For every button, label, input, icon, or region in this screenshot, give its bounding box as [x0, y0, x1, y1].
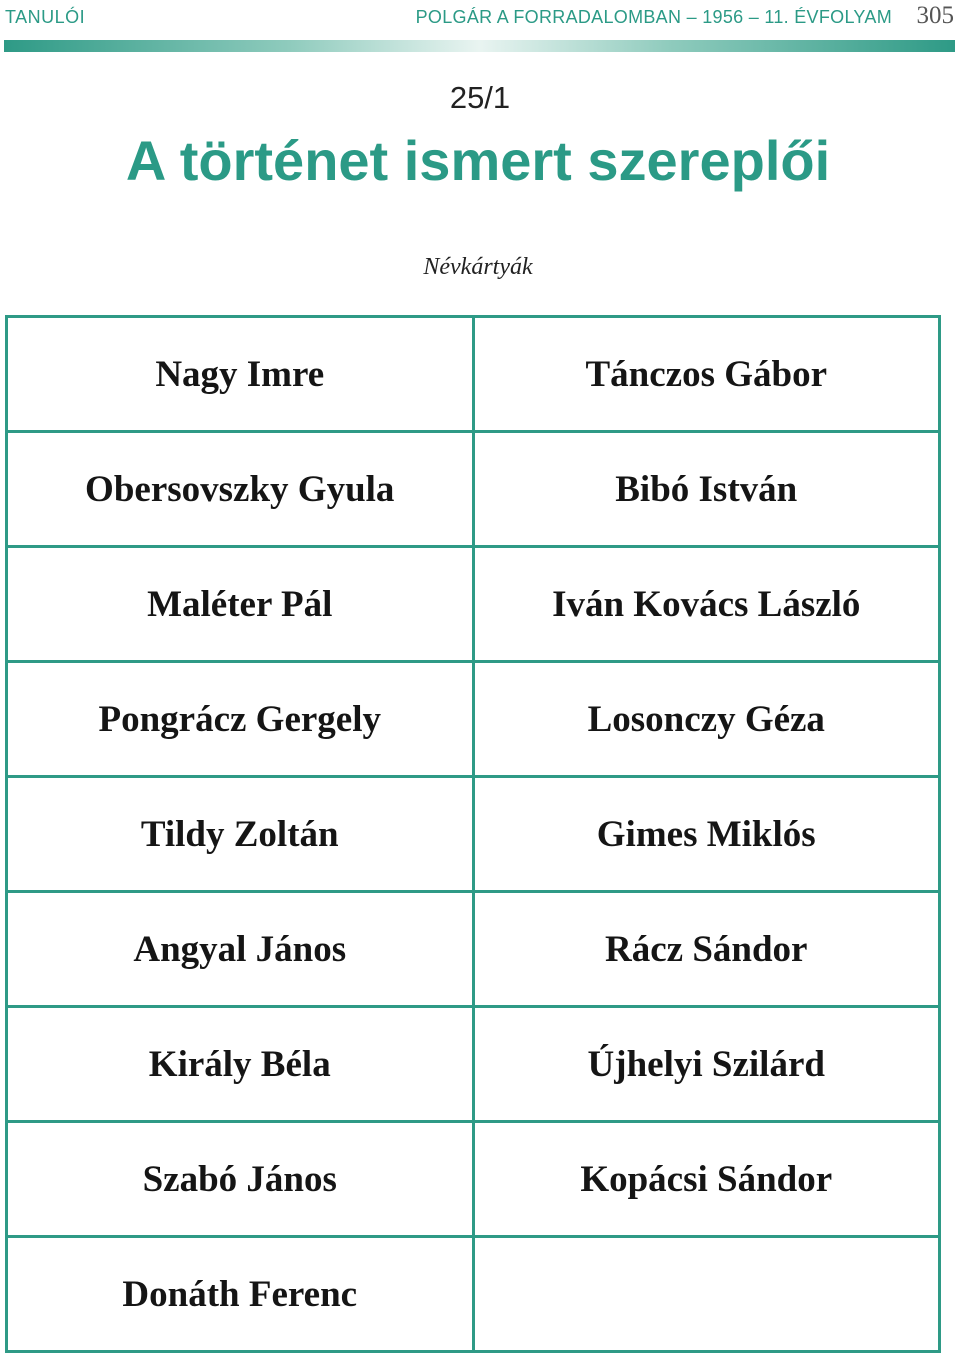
name-card: Tánczos Gábor [475, 318, 942, 430]
name-card-row [8, 433, 941, 548]
name-card: Rácz Sándor [475, 893, 942, 1005]
name-card-row [8, 663, 941, 778]
name-card: Donáth Ferenc [8, 1238, 475, 1350]
name-card: Bibó István [475, 433, 942, 545]
name-card: Király Béla [8, 1008, 475, 1120]
header-rule [4, 40, 955, 52]
name-card-row [8, 1238, 941, 1353]
name-card: Maléter Pál [8, 548, 475, 660]
name-card: Pongrácz Gergely [8, 663, 475, 775]
name-card-row [8, 778, 941, 893]
empty-name-card [475, 1238, 942, 1350]
page-subtitle: Névkártyák [423, 254, 533, 280]
page-title: A történet ismert szereplői [125, 129, 831, 192]
name-card: Losonczy Géza [475, 663, 942, 775]
exercise-number: 25/1 [449, 80, 511, 115]
name-card: Kopácsi Sándor [475, 1123, 942, 1235]
name-card-row [8, 1008, 941, 1123]
name-card: Iván Kovács László [475, 548, 942, 660]
name-card: Szabó János [8, 1123, 475, 1235]
name-card-row [8, 548, 941, 663]
name-cards-grid [5, 315, 941, 1353]
name-card: Nagy Imre [8, 318, 475, 430]
page-number: 305 [916, 2, 954, 29]
name-card-row [8, 1123, 941, 1238]
page-header [0, 0, 960, 38]
name-card: Gimes Miklós [475, 778, 942, 890]
name-card-row [8, 893, 941, 1008]
name-card: Obersovszky Gyula [8, 433, 475, 545]
name-card: Tildy Zoltán [8, 778, 475, 890]
section-label: TANULÓI [5, 7, 86, 27]
name-card: Újhelyi Szilárd [475, 1008, 942, 1120]
name-card-row [8, 318, 941, 433]
name-card: Angyal János [8, 893, 475, 1005]
running-title: POLGÁR A FORRADALOMBAN – 1956 – 11. ÉVFOLYAM [415, 7, 892, 27]
